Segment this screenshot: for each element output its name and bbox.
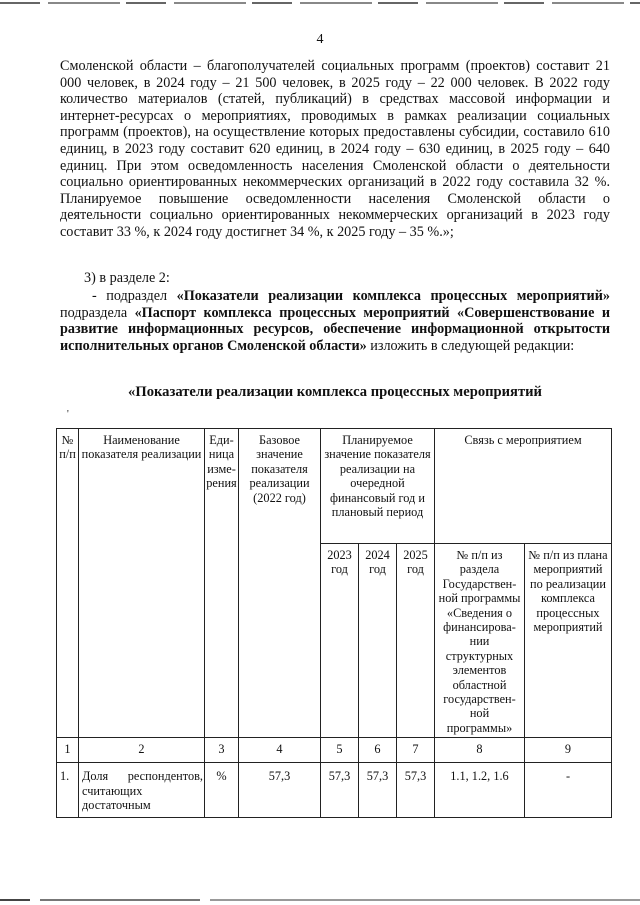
row-2023: 57,3 [321, 763, 359, 818]
amendment-passport-title: «Паспорт комплекса процессных мероприятий «Совершенствование и развитие информационных ресурсов, обеспечение информационной открытости исполнительных органов Смоленской области» [60, 304, 610, 354]
header-plan-measures: № п/п из плана мероприятий по реализации комплекса процессных мероприятий [525, 544, 612, 738]
row-plan-measures: - [525, 763, 612, 818]
header-link: Связь с мероприятием [435, 429, 612, 544]
row-base: 57,3 [239, 763, 321, 818]
header-unit: Еди-ница изме-рения [205, 429, 239, 738]
amendment-tail: изложить в следующей редакции: [366, 337, 575, 354]
header-2025: 2025 год [397, 544, 435, 738]
paragraph-section-item: 3) в разделе 2: [84, 270, 170, 286]
header-row-1 [57, 429, 612, 544]
row-num: 1. [57, 763, 79, 818]
table-row [57, 763, 612, 818]
row-state-program: 1.1, 1.2, 1.6 [435, 763, 525, 818]
column-number: 9 [525, 738, 612, 763]
row-unit: % [205, 763, 239, 818]
column-number: 6 [359, 738, 397, 763]
table-title: «Показатели реализации комплекса процессных мероприятий [128, 384, 542, 400]
paragraph-summary: Смоленской области – благополучателей социальных программ (проектов) составит 21 000 человек, в 2024 году – 21 500 человек, в 2025 году – 22 000 человек. В 2022 году количество материалов (статей, публикаций) в средствах массовой информации и интернет-ресурсах о мероприятиях, проводимых в рамках реализации социальных программ (проектов), на осуществление которых предоставлены субсидии, составило 610 единиц, в 2023 году составит 620 единиц, в 2024 году – 630 единиц, в 2025 году – 640 единиц. При этом осведомленность населения Смоленской области о деятельности социально ориентированных некоммерческих организаций в 2022 году составила 32 %. Планируемое повышение осведомленности населения Смоленской области о деятельности социально ориентированных некоммерческих организаций в 2023 году составит 33 %, к 2024 году достигнет 34 %, к 2025 году – 35 %.»; [60, 58, 610, 240]
amendment-lead: - подраздел [92, 288, 177, 304]
column-number: 8 [435, 738, 525, 763]
header-state-program: № п/п из раздела Государствен-ной программы «Сведения о финансирова-нии структурных элементов областной государствен-ной программы» [435, 544, 525, 738]
column-number: 7 [397, 738, 435, 763]
scan-edge-top [0, 2, 640, 4]
amendment-connector: подраздела [60, 304, 135, 321]
header-name: Наименование показателя реализации [79, 429, 205, 738]
column-number: 1 [57, 738, 79, 763]
header-2024: 2024 год [359, 544, 397, 738]
amendment-subsection-title: «Показатели реализации комплекса процессных мероприятий» [176, 288, 610, 304]
paragraph-subsection-amendment [60, 288, 610, 354]
row-2024: 57,3 [359, 763, 397, 818]
header-2023: 2023 год [321, 544, 359, 738]
header-base: Базовое значение показателя реализации (2022 год) [239, 429, 321, 738]
column-number-row [57, 738, 612, 763]
header-planned: Планируемое значение показателя реализации на очередной финансовый год и плановый период [321, 429, 435, 544]
column-number: 2 [79, 738, 205, 763]
column-number: 3 [205, 738, 239, 763]
column-number: 5 [321, 738, 359, 763]
page-number: 4 [316, 32, 324, 47]
stray-mark: ' [67, 409, 69, 420]
column-number: 4 [239, 738, 321, 763]
row-name: Доля респондентов, считающих достаточным [79, 763, 205, 818]
row-2025: 57,3 [397, 763, 435, 818]
scan-edge-bottom [0, 899, 640, 901]
indicators-table [56, 428, 612, 818]
header-num: № п/п [57, 429, 79, 738]
